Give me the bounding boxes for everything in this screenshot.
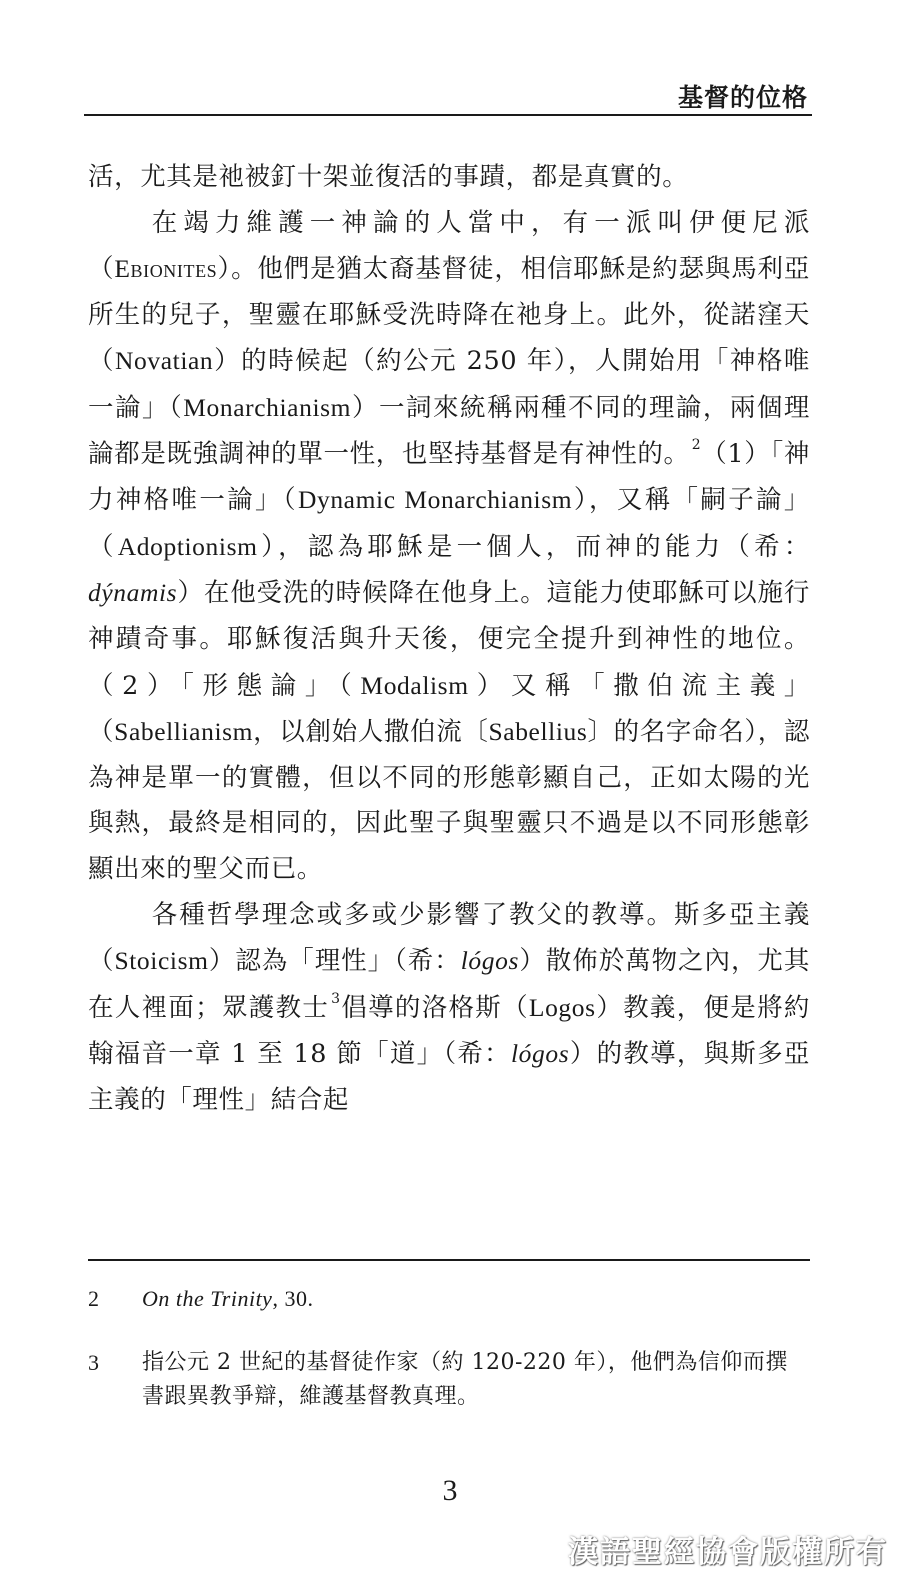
text-run: ）的教導，與斯多亞主義的「理性」結合起 — [88, 1039, 810, 1115]
term-logos-greek: lógos — [460, 946, 519, 976]
text-run: ）一詞來統稱兩種不同的理論，兩個理論都是既強調神的單一性，也堅持基督是有神性的。 — [88, 392, 810, 469]
footnote-number: 2 — [88, 1286, 100, 1311]
paragraph-3 — [88, 893, 810, 1124]
term-ebionites: Ebionites — [114, 254, 218, 284]
term-modalism: Modalism — [360, 670, 469, 700]
text-run: ，以創始人撒伯流〔 — [253, 717, 489, 748]
text-run: ）在他受洗的時候降在他身上。這能力使耶穌可以施行神蹟奇事。耶穌復活與升天後，便完全提升到神性的地位。（2）「形態論」（ — [88, 578, 810, 701]
body-text — [88, 155, 810, 1123]
term-sabellianism: Sabellianism — [114, 717, 254, 747]
term-logos: Logos — [528, 992, 596, 1022]
page-number: 3 — [442, 1474, 458, 1507]
text-run: （1）「神力神格唯一論」（ — [88, 438, 810, 516]
footnote-number: 3 — [88, 1350, 100, 1375]
term-stoicism: Stoicism — [114, 946, 209, 976]
term-novatian: Novatian — [115, 346, 214, 376]
text-run: ），又稱「嗣子論」（ — [88, 485, 810, 562]
text-run: ）的時候起（約公元 250 年），人開始用「神格唯一論」（ — [88, 346, 810, 423]
header-rule — [84, 114, 812, 116]
footnote-text: 指公元 2 世紀的基督徒作家（約 120-220 年），他們為信仰而撰書跟異教爭辯，維護基督教真理。 — [142, 1350, 788, 1409]
footnote-source-title: On the Trinity — [142, 1286, 273, 1311]
text-run: 在竭力維護一神論的人當中，有一派叫伊便尼派（ — [88, 207, 810, 285]
text-run: 各種哲學理念或多或少影響了教父的教導。斯多亞主義（ — [88, 899, 810, 977]
footnote-ref-2[interactable]: 2 — [691, 436, 702, 453]
paragraph-2 — [88, 201, 810, 893]
running-head: 基督的位格 — [677, 83, 808, 112]
term-logos-greek: lógos — [510, 1039, 570, 1069]
text-run: ）散佈於萬物之內，尤其在人裡面；眾護教士 — [88, 946, 810, 1023]
text-run: ）認為「理性」（希： — [208, 946, 461, 977]
footnote-text — [142, 1282, 810, 1317]
text-run: 〕的名字命名），認為神是單一的實體，但以不同的形態彰顯自己，正如太陽的光與熱，最終是相同的，因此聖子與聖靈只不過是以不同形態彰顯出來的聖父而已。 — [88, 717, 810, 884]
term-adoptionism: Adoptionism — [117, 531, 258, 561]
footnote-ref-3[interactable]: 3 — [331, 990, 341, 1007]
term-dynamic-monarchianism: Dynamic Monarchianism — [297, 485, 573, 515]
footnote-source-location: , 30. — [272, 1286, 314, 1311]
text-run: 倡導的洛格斯（ — [340, 992, 529, 1023]
term-sabellius: Sabellius — [488, 717, 588, 747]
footnote-rule — [88, 1259, 810, 1261]
text-run: ），認為耶穌是一個人，而神的能力（希： — [257, 531, 810, 562]
copyright-watermark: 漢語聖經協會版權所有 — [568, 1535, 888, 1570]
paragraph-1: 活，尤其是祂被釘十架並復活的事蹟，都是真實的。 — [88, 162, 689, 192]
term-dynamis: dýnamis — [88, 578, 178, 608]
term-monarchianism: Monarchianism — [183, 392, 352, 422]
text-run: ）又稱「撒伯流主義」（ — [88, 670, 810, 748]
text-run: ）教義，便是將約翰福音一章 1 至 18 節「道」（希： — [88, 992, 810, 1070]
text-run: ）。他們是猶太裔基督徒，相信耶穌是約瑟與馬利亞所生的兒子，聖靈在耶穌受洗時降在祂身上。此外，從諾窪天（ — [88, 254, 810, 377]
